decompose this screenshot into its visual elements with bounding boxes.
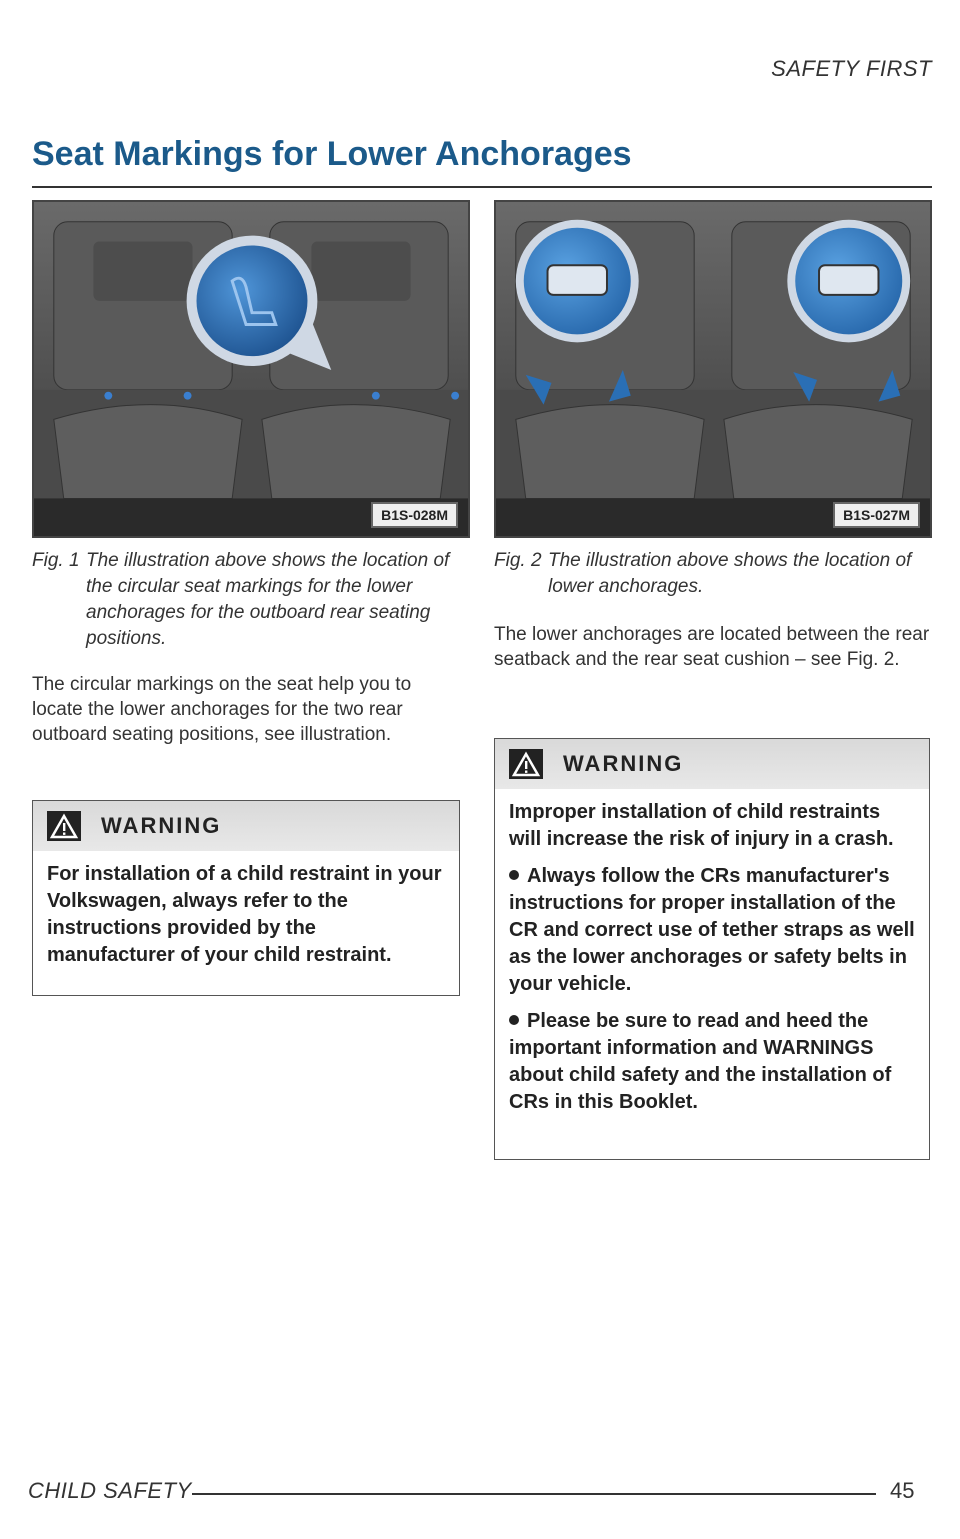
rear-seat-markings-illustration [34,202,468,536]
figure-2-caption [494,548,930,600]
figure-1-caption [32,548,452,652]
figure-code-badge: B1S-027M [833,502,920,528]
footer-divider [192,1493,876,1495]
lower-anchorages-illustration [496,202,930,536]
figure-1-caption-text: The illustration above shows the location of the circular seat markings for the lower anchorages for the outboard rear seating positions. [86,550,450,649]
figure-1-image [32,200,470,538]
figure-1-number: Fig. 1 [32,550,80,571]
warning-header [495,739,929,789]
warning-intro: Improper installation of child restraints will increase the risk of injury in a crash. [509,801,894,850]
bullet-icon [509,1015,519,1025]
warning-triangle-icon [509,749,543,779]
figure-2-image [494,200,932,538]
title-divider [32,186,932,188]
warning-body [33,851,459,981]
left-body-paragraph: The circular markings on the seat help you to locate the lower anchorages for the two rear outboard seating positions, see illustration. [32,674,412,745]
warning-header [33,801,459,851]
warning-box-left [32,800,460,996]
warning-bullet [509,863,915,998]
warning-bullet-text: Please be sure to read and heed the important information and WARNINGS about child safety and the installation of CRs in this Booklet. [509,1010,892,1113]
warning-title: WARNING [101,813,222,838]
warning-text: For installation of a child restraint in your Volkswagen, always refer to the instructions provided by the manufacturer of your child restraint. [47,863,442,966]
figure-code-badge: B1S-028M [371,502,458,528]
bullet-icon [509,870,519,880]
warning-body [495,789,929,1128]
running-footer: CHILD SAFETY [28,1478,192,1503]
page-number: 45 [890,1478,915,1503]
figure-2-number: Fig. 2 [494,550,542,571]
warning-box-right [494,738,930,1160]
warning-title: WARNING [563,751,684,776]
warning-bullet-text: Always follow the CRs manufacturer's instructions for proper installation of the CR and correct use of tether straps as well as the lower anchorages or safety belts in your vehicle. [509,865,915,995]
right-body-paragraph: The lower anchorages are located between the rear seatback and the rear seat cushion – see Fig. 2. [494,624,930,670]
warning-triangle-icon [47,811,81,841]
running-header: SAFETY FIRST [771,56,932,81]
figure-2-caption-text: The illustration above shows the location of lower anchorages. [548,550,912,597]
page-title: Seat Markings for Lower Anchorages [32,135,632,173]
warning-bullet [509,1008,915,1116]
